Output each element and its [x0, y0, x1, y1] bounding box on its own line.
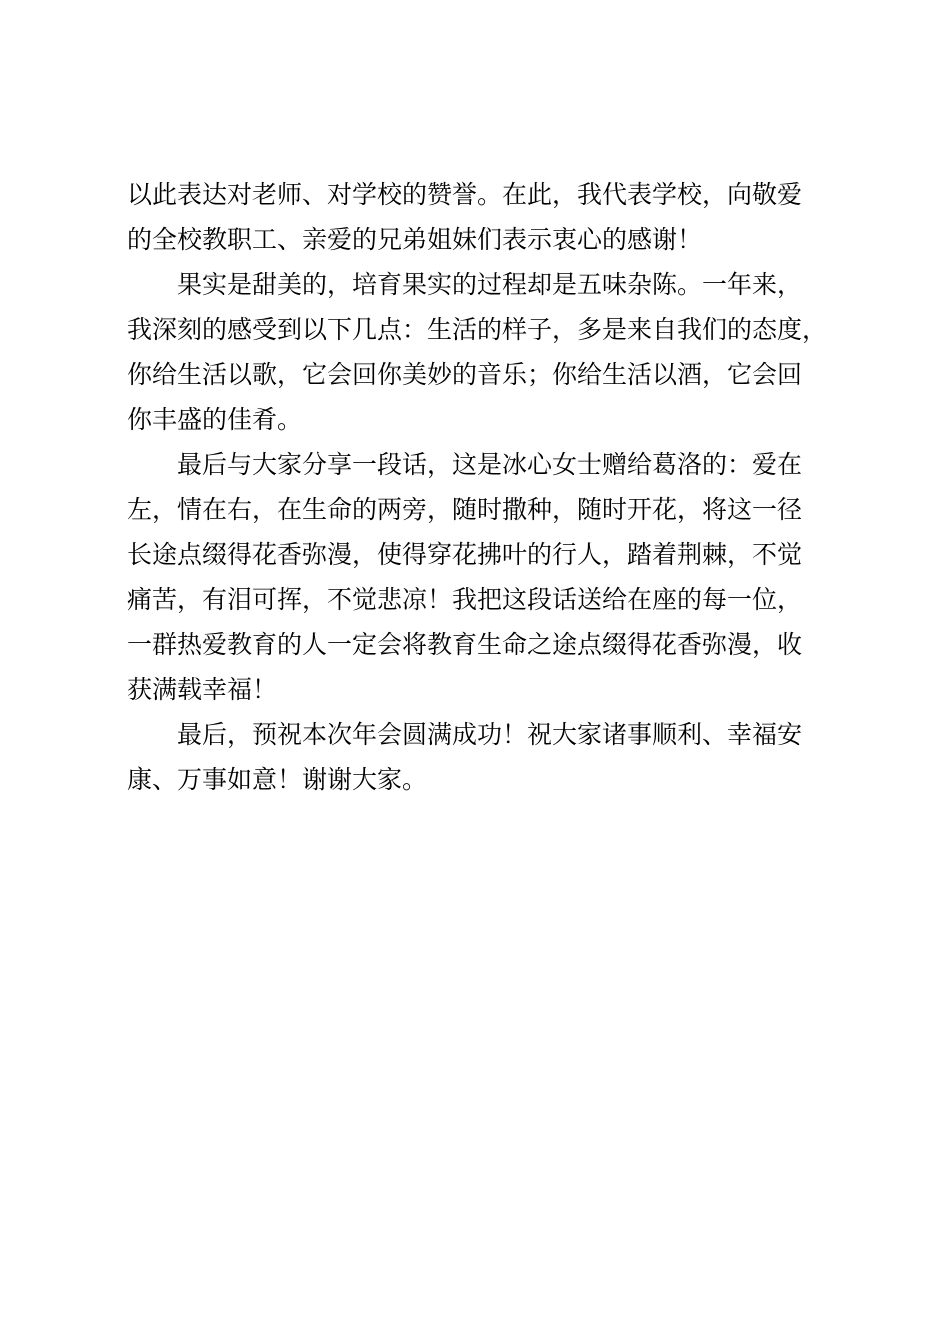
- paragraph-line: 果实是甜美的，培育果实的过程却是五味杂陈。一年来，: [127, 270, 803, 299]
- paragraph-1: [127, 172, 867, 262]
- paragraph-line: 最后与大家分享一段话，这是冰心女士赠给葛洛的：爱在: [127, 450, 803, 479]
- paragraph-line: 你丰盛的佳肴。: [127, 405, 303, 434]
- paragraph-line: 最后，预祝本次年会圆满成功！祝大家诸事顺利、幸福安: [127, 720, 803, 749]
- paragraph-line: 一群热爱教育的人一定会将教育生命之途点缀得花香弥漫，收: [127, 630, 803, 659]
- paragraph-line: 康、万事如意！谢谢大家。: [127, 765, 428, 794]
- paragraph-line: 以此表达对老师、对学校的赞誉。在此，我代表学校，向敬爱: [127, 180, 803, 209]
- paragraph-2: [127, 262, 867, 442]
- paragraph-line: 你给生活以歌，它会回你美妙的音乐；你给生活以酒，它会回: [127, 360, 803, 389]
- paragraph-line: 的全校教职工、亲爱的兄弟姐妹们表示衷心的感谢！: [127, 225, 703, 254]
- paragraph-line: 痛苦，有泪可挥，不觉悲凉！我把这段话送给在座的每一位，: [127, 585, 803, 614]
- paragraph-3: [127, 442, 867, 712]
- document-body: [127, 172, 867, 802]
- paragraph-line: 获满载幸福！: [127, 675, 278, 704]
- paragraph-line: 我深刻的感受到以下几点：生活的样子，多是来自我们的态度，: [127, 315, 828, 344]
- paragraph-4: [127, 712, 867, 802]
- paragraph-line: 左，情在右，在生命的两旁，随时撒种，随时开花，将这一径: [127, 495, 803, 524]
- paragraph-line: 长途点缀得花香弥漫，使得穿花拂叶的行人，踏着荆棘，不觉: [127, 540, 803, 569]
